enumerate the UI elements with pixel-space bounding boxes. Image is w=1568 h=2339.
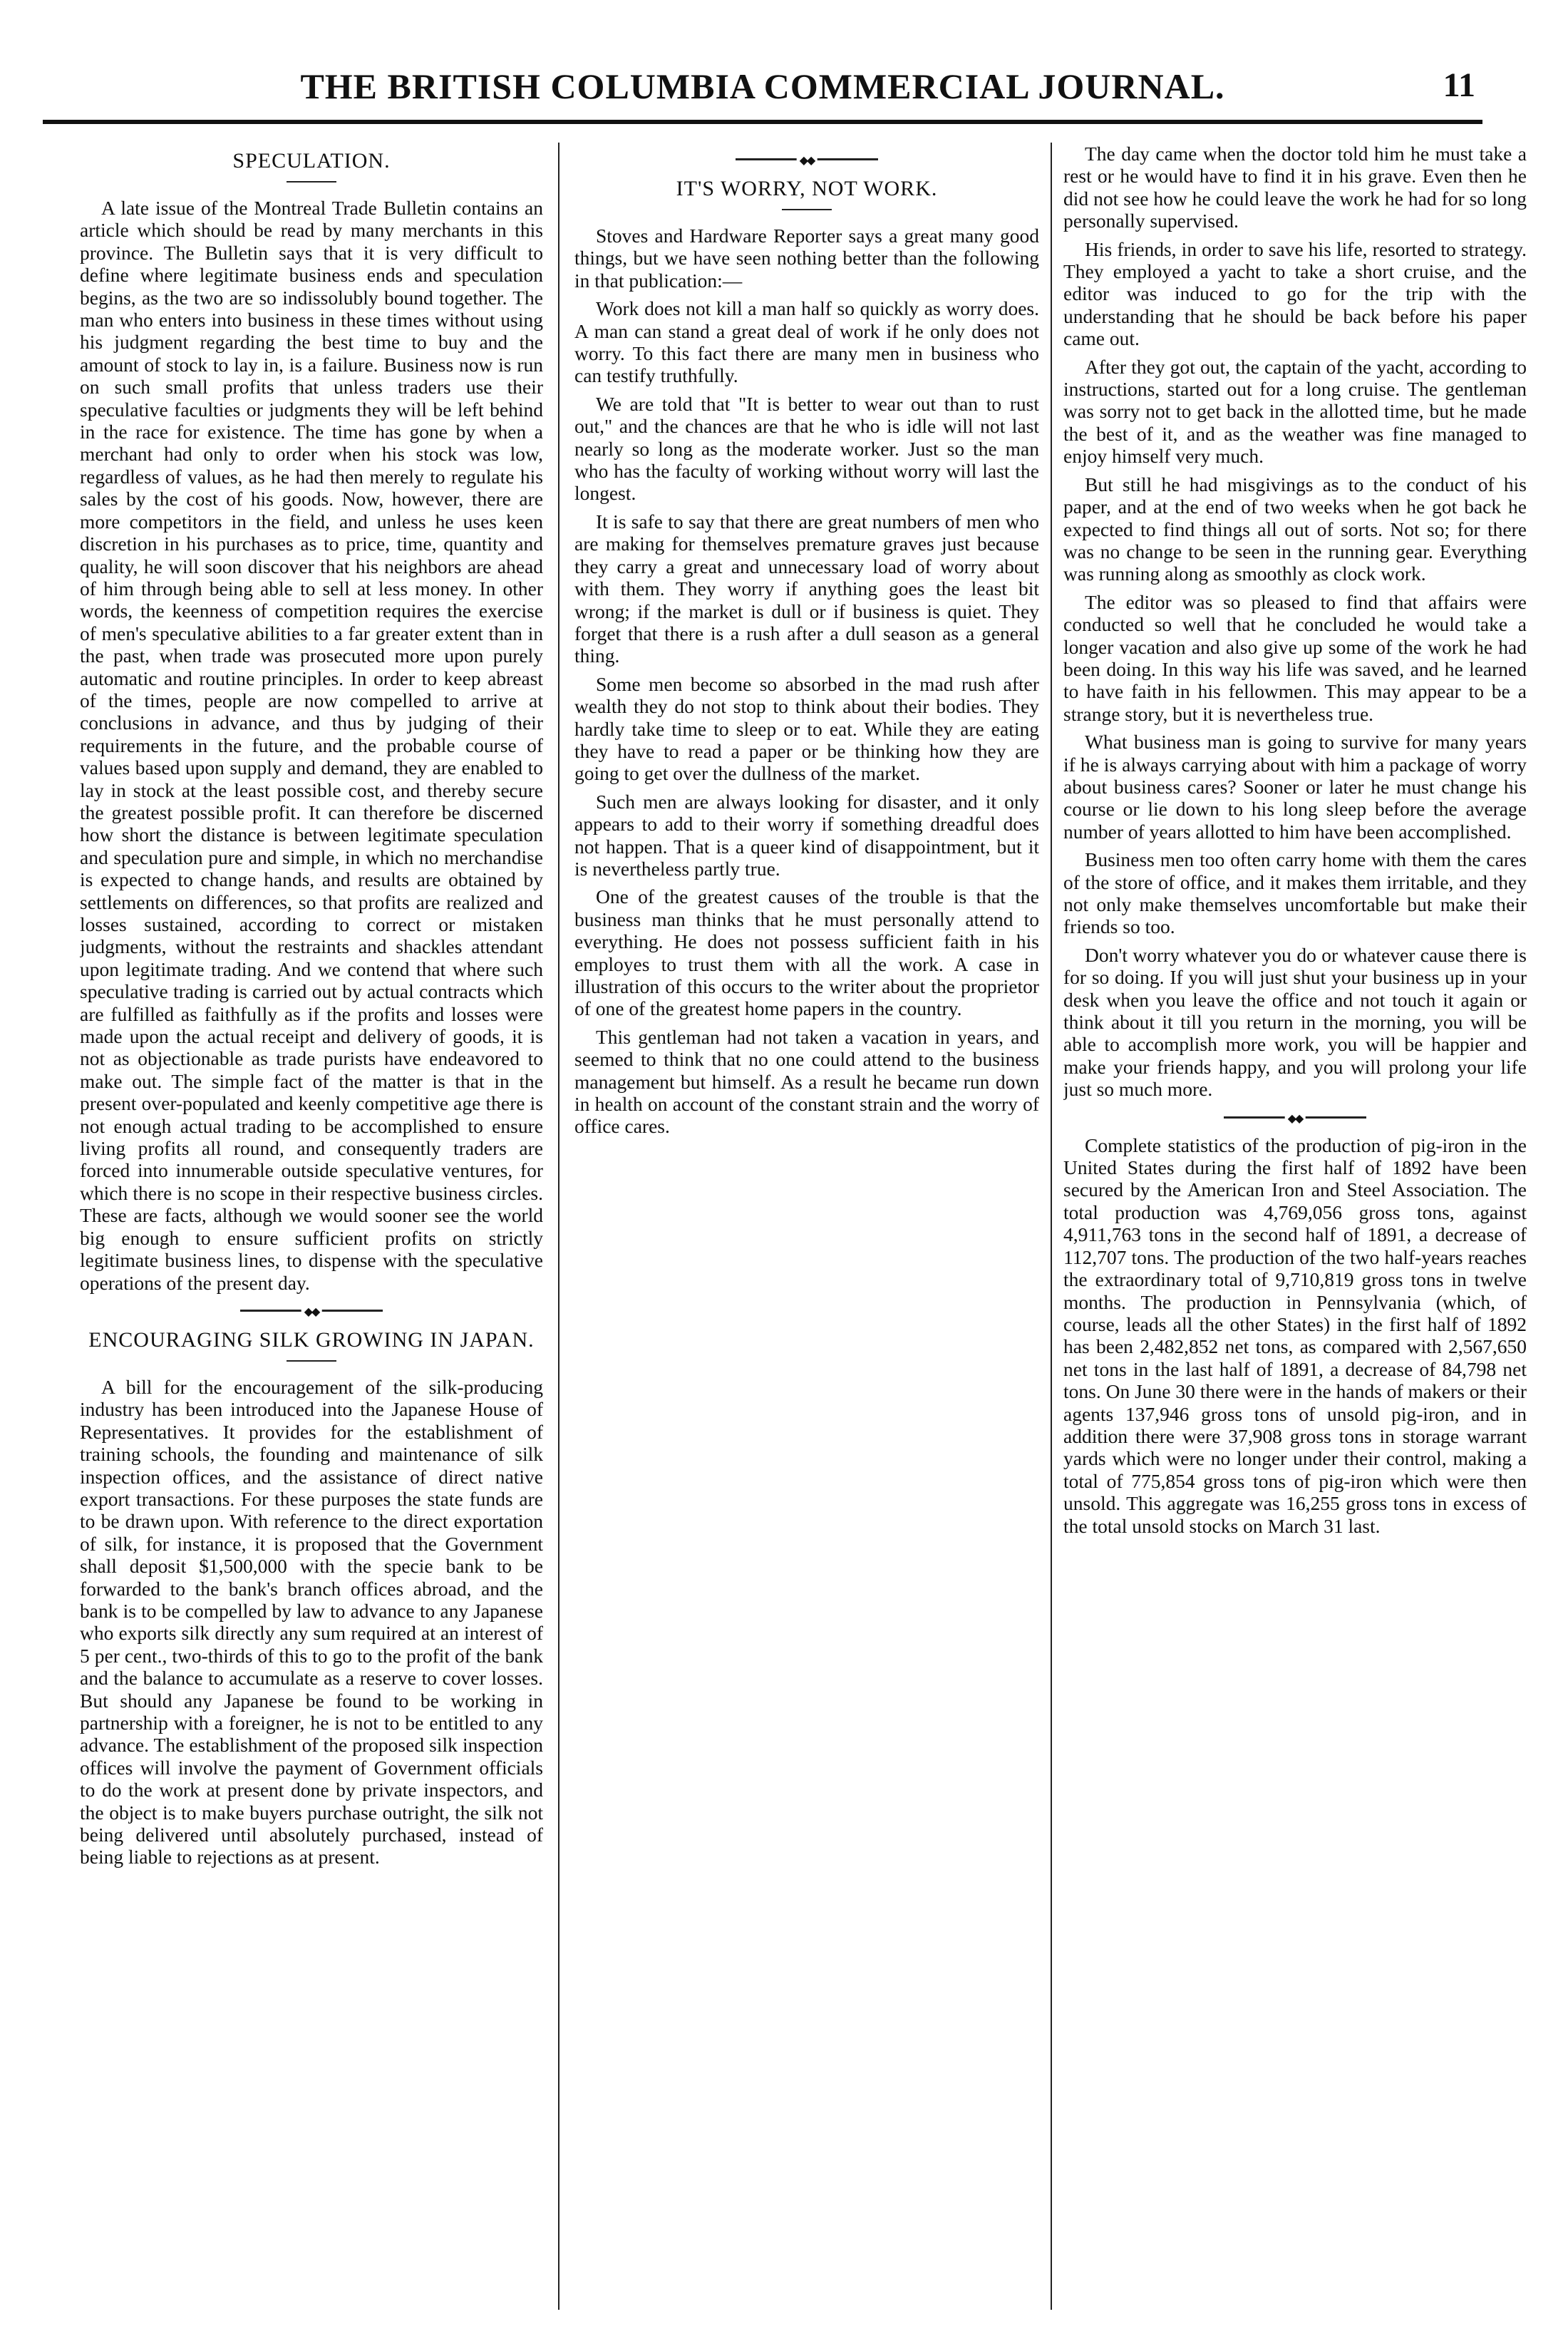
article-paragraph: Business men too often carry home with them the cares of the store of office, and it makes them irritable, and they not only make themselves uncomfortable but make their friends so too. — [1063, 848, 1527, 938]
article-paragraph: Work does not kill a man half so quickly as worry does. A man can stand a great deal of work if he only does not worry. To this fact there are many men in business who can testify truthfully. — [574, 297, 1039, 387]
article-paragraph: After they got out, the captain of the yacht, according to instructions, started out for a long cruise. The gentleman was sorry not to get back in the allotted time, but he made the best of it, and as the weather was fine managed to enjoy himself very much. — [1063, 355, 1527, 468]
article-paragraph: This gentleman had not taken a vacation in years, and seemed to think that no one could attend to the business management but himself. As a result he became run down in health on account of the constant strain and the worry of office cares. — [574, 1025, 1039, 1138]
article-paragraph: A bill for the encouragement of the silk-producing industry has been introduced into the Japanese House of Representatives. It provides for the establishment of training schools, the founding and maintenance of silk inspection offices, and the assistance of direct native export transactions. For these purposes the state funds are to be drawn upon. With reference to the direct exportation of silk, for instance, it is proposed that the Government shall deposit $1,500,000 with the specie bank to be forwarded to the bank's branch offices abroad, and the bank is to be compelled by law to advance to any Japanese who exports silk directly any sum required at an interest of 5 per cent., two-thirds of this to go to the profit of the bank and the balance to accumulate as a reserve to cover losses. But should any Japanese be found to be working in partnership with a foreigner, he is not to be entitled to any advance. The establishment of the proposed silk inspection offices will involve the payment of Government officials to do the work at present done by private inspectors, and the object is to make buyers purchase outright, the silk not being delivered until absolutely purchased, instead of being liable to rejections as at present. — [80, 1375, 543, 1868]
page-number: 11 — [1443, 66, 1475, 104]
masthead-rule — [43, 120, 1482, 124]
section-ornament — [1224, 1116, 1366, 1119]
article-paragraph: A late issue of the Montreal Trade Bulletin contains an article which should be read by many merchants in this province. The Bulletin says that it is very difficult to define where legitimate business ends and speculation begins, as the two are so indissolubly bound together. The man who enters into business in these times without using his judgment regarding the best time to buy and the amount of stock to lay in, is a failure. Business now is run on such small profits that unless traders use their speculative faculties or judgments they will be left behind in the race for existence. The time has gone by when a merchant had only to order when his stock was low, regardless of values, as he had then merely to regulate his sales by the cost of his goods. Now, however, there are more competitors in the field, and unless he uses keen discretion in his purchases as to price, time, quantity and quality, he will soon discover that his neighbors are ahead of him through being able to sell at less money. In other words, the keenness of competition requires the exercise of men's speculative abilities to a far greater extent than in the past, when trade was prosecuted more upon purely automatic and routine principles. In order to keep abreast of the times, people are now compelled to arrive at conclusions in advance, and thus by judging of their requirements in the future, and the probable course of values based upon supply and demand, they are enabled to lay in stock at the least possible cost, and thereby secure the greatest possible profit. It can therefore be discerned how short the distance is between legitimate speculation and speculation pure and simple, in which no merchandise is expected to change hands, and results are obtained by settlements on differences, so that profits are realized and losses sustained, according to correct or mistaken judgments, without the restraints and shackles attendant upon legitimate trading. And we contend that where such speculative trading is carried out by actual contracts which are fulfilled as faithfully as if the profits and losses were made upon the actual receipt and delivery of goods, it is not as objectionable as trade purists have endeavored to make out. The simple fact of the matter is that in the present over-populated and keenly competitive age there is not enough actual trading to be accomplished to ensure living profits all round, and consequently traders are forced into innumerable outside speculative ventures, for which there is no scope in their respective business circles. These are facts, although we would sooner see the world big enough to ensure sufficient profits on strictly legitimate business lines, to dispense with the speculative operations of the present day. — [80, 197, 543, 1294]
heading-rule — [287, 181, 336, 183]
column-3 — [1063, 143, 1527, 2310]
article-heading-worry: IT'S WORRY, NOT WORK. — [676, 177, 938, 200]
article-heading-speculation: SPECULATION. — [232, 149, 391, 173]
masthead — [43, 66, 1482, 115]
article-paragraph: His friends, in order to save his life, resorted to strategy. They employed a yacht to take a short cruise, and the editor was induced to go for the trip with the understanding that he should be back before his paper came out. — [1063, 237, 1527, 350]
column-divider — [1051, 143, 1052, 2310]
article-heading-silk: ENCOURAGING SILK GROWING IN JAPAN. — [88, 1327, 535, 1352]
article-paragraph: Such men are always looking for disaster, and it only appears to add to their worry if something dreadful does not happen. That is a queer kind of disappointment, but it is nevertheless partly true. — [574, 790, 1039, 880]
article-paragraph: Some men become so absorbed in the mad rush after wealth they do not stop to think about their bodies. They hardly take time to sleep or to eat. While they are eating they have to read a paper or be thinking how they are going to get over the dullness of the market. — [574, 672, 1039, 785]
article-paragraph: What business man is going to survive for many years if he is always carrying about with him a package of worry about business cares? Sooner or later he must change his course or lie down to his long sleep before the average number of years allotted to him have been accomplished. — [1063, 731, 1527, 843]
section-ornament — [240, 1310, 383, 1312]
section-ornament — [736, 158, 878, 160]
heading-rule — [287, 1360, 336, 1362]
article-paragraph: Complete statistics of the production of pig-iron in the United States during the first half of 1892 have been secured by the American Iron and Steel Association. The total production was 4,769,056 gross tons, against 4,911,763 tons in the second half of 1891, a decrease of 112,707 tons. The production of the two half-years reaches the extraordinary total of 9,710,819 gross tons in twelve months. The production in Pennsylvania (which, of course, leads all the other States) in the first half of 1892 has been 2,482,852 net tons, as compared with 2,567,650 net tons in the last half of 1891, a decrease of 84,798 net tons. On June 30 there were in the hands of makers or their agents 137,946 gross tons of unsold pig-iron, and in addition there were 37,908 gross tons in storage warrant yards which were no longer under their control, making a total of 775,854 gross tons of pig-iron which were then unsold. This aggregate was 16,255 gross tons in excess of the total unsold stocks on March 31 last. — [1063, 1133, 1527, 1537]
article-paragraph: The day came when the doctor told him he must take a rest or he would have to find it in his grave. Even then he did not see how he could leave the work he had for so long personally supervised. — [1063, 143, 1527, 232]
article-paragraph: Don't worry whatever you do or whatever cause there is for so doing. If you will just shut your business up in your desk when you leave the office and not touch it again or think about it till you return in the morning, you will be able to accomplish more work, you will be happier and make your friends happy, and you will prolong your life just so much more. — [1063, 943, 1527, 1101]
column-1 — [80, 143, 543, 2310]
column-divider — [558, 143, 559, 2310]
article-paragraph: Stoves and Hardware Reporter says a great many good things, but we have seen nothing better than the following in that publication:— — [574, 225, 1039, 292]
column-2 — [574, 143, 1039, 2310]
article-paragraph: It is safe to say that there are great numbers of men who are making for themselves premature graves just because they carry a great and unnecessary load of worry about with them. They worry if anything goes the least bit wrong; if the market is dull or if business is quiet. They forget that there is a rush after a dull season as a general thing. — [574, 510, 1039, 667]
article-paragraph: One of the greatest causes of the trouble is that the business man thinks that he must personally attend to everything. He does not possess sufficient faith in his employes to trust them with all the work. A case in illustration of this occurs to the writer about the proprietor of one of the greatest home papers in the country. — [574, 885, 1039, 1020]
article-paragraph: But still he had misgivings as to the conduct of his paper, and at the end of two weeks when he got back he expected to find things all out of sorts. Not so; for there was no change to be seen in the running gear. Everything was running along as smoothly as clock work. — [1063, 473, 1527, 585]
journal-title: THE BRITISH COLUMBIA COMMERCIAL JOURNAL. — [300, 66, 1225, 106]
heading-rule — [782, 209, 832, 210]
article-paragraph: The editor was so pleased to find that affairs were conducted so well that he concluded he would take a longer vacation and also give up some of the work he had been doing. In this way his life was saved, and he learned to have faith in his fellowmen. This may appear to be a strange story, but it is nevertheless true. — [1063, 590, 1527, 725]
article-paragraph: We are told that "It is better to wear out than to rust out," and the chances are that he who is idle will not last nearly so long as the moderate worker. Just so the man who has the faculty of working without worry will last the longest. — [574, 392, 1039, 505]
